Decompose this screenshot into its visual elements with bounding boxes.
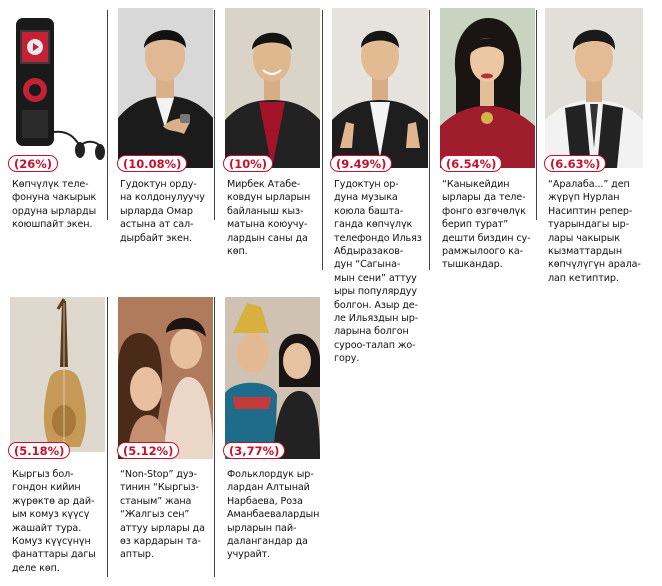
caption: “Аралаба...” деп жүрүп Нурлан Насиптин репер- туарындагы ыр- лары чакырык кызматтардын көпчүлүгүн арала- лап кетиптир. bbox=[548, 179, 641, 284]
portrait-photo bbox=[118, 8, 213, 168]
percent-badge: (26%) bbox=[8, 155, 58, 172]
percent-badge: (3,77%) bbox=[223, 442, 285, 459]
divider bbox=[322, 10, 323, 270]
caption: Мирбек Атабе- ковдун ырларын байланыш кыз- матына коюучу- лардын саны да көп. bbox=[227, 179, 311, 258]
percent-badge: (10.08%) bbox=[117, 155, 187, 172]
portrait-photo bbox=[225, 8, 320, 168]
caption: Гудоктун орду- на колдонулуучу ырларда Омар астына ат сал- дырбайт экен. bbox=[120, 179, 205, 244]
caption: Көпчүлүк теле- фонуна чакырык ордуна ырларды коюшпайт экен. bbox=[12, 179, 97, 231]
divider bbox=[107, 10, 108, 220]
caption: Кыргыз бол- гондон кийин жүрөктө ар дай- ым комуз күүсү жашайт тура. Комуз күүсүнүн фанаттары дагы деле көп. bbox=[12, 469, 96, 574]
portrait-photo bbox=[545, 8, 643, 168]
percent-badge: (5.12%) bbox=[117, 442, 179, 459]
caption: “Non-Stop” дуэ- тинин “Кыргыз- станым” жана “Жалгыз сен” аттуу ырлары да өз кардарын та- аптыр. bbox=[120, 469, 205, 561]
komuz-photo bbox=[10, 297, 105, 452]
percent-badge: (9.49%) bbox=[330, 155, 392, 172]
portrait-photo bbox=[440, 8, 535, 168]
percent-badge: (6.63%) bbox=[544, 155, 606, 172]
caption: Фольклордук ыр- лардан Алтынай Нарбаева, Роза Аманбаевалардын ырларын пай- далангандар да учурайт. bbox=[227, 469, 320, 561]
portrait-photo bbox=[332, 8, 428, 168]
percent-badge: (10%) bbox=[223, 155, 273, 172]
duet-photo bbox=[118, 297, 213, 459]
caption: “Каныкейдин ырлары да теле- фонго өзгөчөлүк берип турат” дешти биздин су- рамжылоого ка- тышкандар. bbox=[442, 179, 531, 271]
folk-singers-photo bbox=[225, 297, 320, 459]
percent-badge: (5.18%) bbox=[8, 442, 70, 459]
caption: Гудоктун ор- дуна музыка коюла башта- ганда көпчүлүк телефондо Ильяз Абдыразаков- дун “Сагына- мын сени” аттуу ыры популярдуу болгон. Азыр де- ле Ильяздын ыр- ларына болгон суроо-талап жо- гору. bbox=[334, 179, 422, 365]
divider bbox=[107, 297, 108, 577]
phone-photo bbox=[10, 12, 106, 162]
percent-badge: (6.54%) bbox=[440, 155, 502, 172]
